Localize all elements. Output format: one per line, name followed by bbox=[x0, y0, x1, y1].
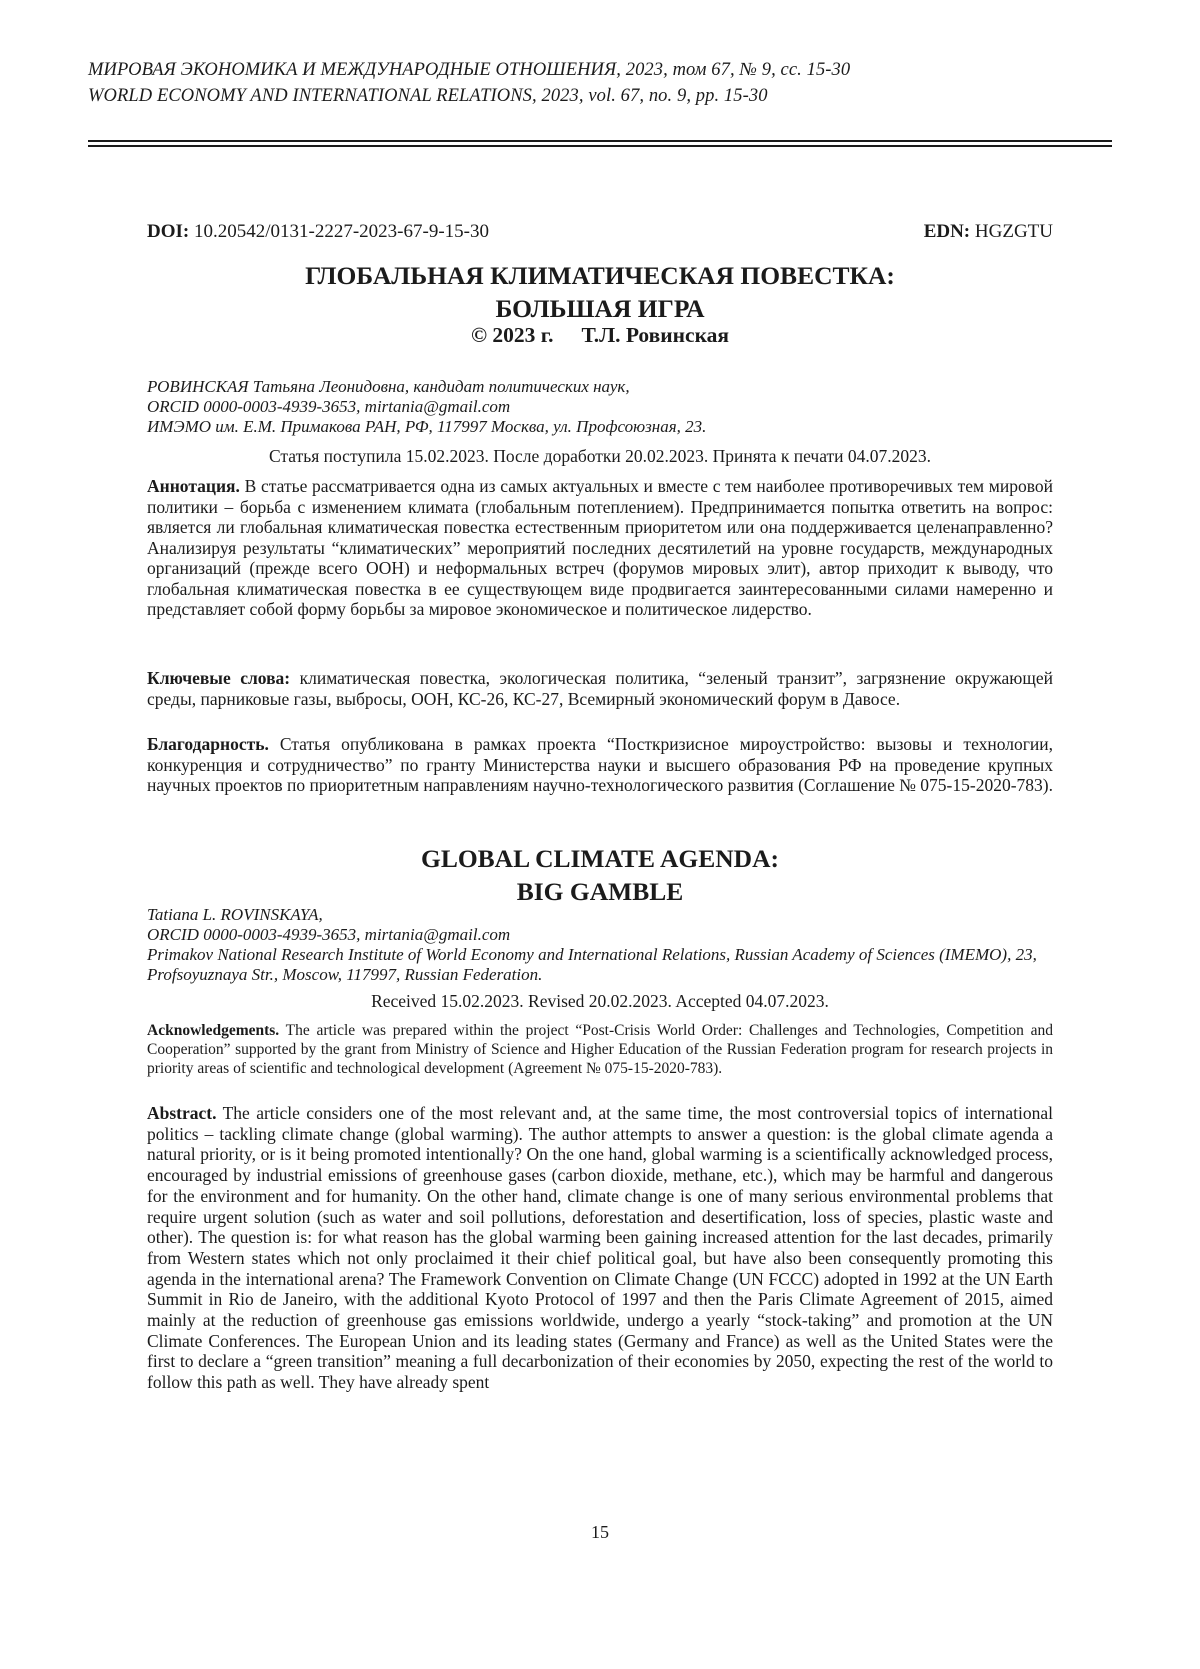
identifier-row bbox=[147, 221, 1053, 243]
article-title-ru: ГЛОБАЛЬНАЯ КЛИМАТИЧЕСКАЯ ПОВЕСТКА: БОЛЬШАЯ ИГРА bbox=[305, 261, 895, 323]
abstract-en: Abstract. The article considers one of the most relevant and, at the same time, the most controversial topics of international politics – tackling climate change (global warming). The author attempts to answer a question: is the global climate agenda a natural priority, or is it being promoted intentionally? On the one hand, global warming is a scientifically acknowledged process, encouraged by industrial emissions of greenhouse gases (carbon dioxide, methane, etc.), which may be harmful and dangerous for the environment and for humanity. On the other hand, climate change is one of many serious environmental problems that require urgent solution (such as water and soil pollutions, deforestation and desertification, loss of species, plastic waste and other). The question is: for what reason has the global warming been gaining increased attention for the last decades, primarily from Western states which not only proclaimed it their chief political goal, but have also been consequently promoting this agenda in the international arena? The Framework Convention on Climate Change (UN FCCC) adopted in 1992 at the UN Earth Summit in Rio de Janeiro, with the additional Kyoto Protocol of 1997 and then the Paris Climate Agreement of 2015, aimed mainly at the reduction of greenhouse gas emissions worldwide, undergo a yearly “stock-taking” and promotion at the UN Climate Conferences. The European Union and its leading states (Germany and France) as well as the United States were the first to declare a “green transition” meaning a full decarbonization of their economies by 2050, expecting the rest of the world to follow this path as well. They have already spent bbox=[147, 1103, 1054, 1393]
header-rule-top bbox=[88, 140, 1112, 142]
acknowledgement-en: Acknowledgements. The article was prepared within the project “Post-Crisis World Order: Challenges and Technologies, Competition and Cooperation” supported by the grant from Ministry of Science and Higher Education of the Russian Federation program for research projects in priority areas of scientific and technological development (Agreement № 075-15-2020-783). bbox=[147, 1022, 1053, 1077]
journal-title-en: WORLD ECONOMY AND INTERNATIONAL RELATIONS, 2023, vol. 67, no. 9, pp. 15-30 bbox=[88, 86, 768, 106]
article-title-en: GLOBAL CLIMATE AGENDA: BIG GAMBLE bbox=[421, 844, 779, 906]
journal-title-ru: МИРОВАЯ ЭКОНОМИКА И МЕЖДУНАРОДНЫЕ ОТНОШЕНИЯ, 2023, том 67, № 9, сс. 15-30 bbox=[88, 60, 851, 80]
copyright: © 2023 г. bbox=[470, 323, 554, 347]
orcid-email-ru[interactable]: ORCID 0000-0003-4939-3653, mirtania@gmail.com bbox=[147, 397, 511, 416]
article-dates-en: Received 15.02.2023. Revised 20.02.2023. Accepted 04.07.2023. bbox=[371, 991, 829, 1011]
orcid-email-en[interactable]: ORCID 0000-0003-4939-3653, mirtania@gmail.com bbox=[147, 925, 511, 944]
author-info-ru: РОВИНСКАЯ Татьяна Леонидовна, кандидат политических наук, ORCID 0000-0003-4939-3653, mirtania@gmail.com ИМЭМО им. Е.М. Примакова РАН, РФ, 117997 Москва, ул. Профсоюзная, 23. bbox=[147, 377, 1057, 437]
page-number: 15 bbox=[591, 1522, 609, 1542]
author-info-en: Tatiana L. ROVINSKAYA, ORCID 0000-0003-4939-3653, mirtania@gmail.com Primakov National Research Institute of World Economy and International Relations, Russian Academy of Sciences (IMEMO), 23, Profsoyuznaya Str., Moscow, 117997, Russian Federation. bbox=[147, 905, 1057, 985]
doi[interactable]: DOI: 10.20542/0131-2227-2023-67-9-15-30 bbox=[147, 221, 489, 242]
acknowledgement-ru: Благодарность. Статья опубликована в рамках проекта “Посткризисное мироустройство: вызовы и технологии, конкуренция и сотрудничество” по гранту Министерства науки и высшего образования РФ на проведение крупных научных проектов по приоритетным направлениям научно-технологического развития (Соглашение № 075-15-2020-783). bbox=[147, 734, 1054, 795]
byline bbox=[0, 323, 1200, 348]
annotation-ru: Аннотация. В статье рассматривается одна из самых актуальных и вместе с тем наиболее противоречивых тем мировой политики – борьба с изменением климата (глобальным потеплением). Предпринимается попытка ответить на вопрос: является ли глобальная климатическая повестка естественным приоритетом или она поддерживается целенаправленно? Анализируя результаты “климатических” мероприятий последних десятилетий на уровне государств, международных организаций (прежде всего ООН) и неформальных встреч (форумов мировых элит), автор приходит к выводу, что глобальная климатическая повестка в ее существующем виде продвигается заинтересованными силами намеренно и представляет собой форму борьбы за мировое экономическое и политическое лидерство. bbox=[147, 476, 1053, 619]
edn: EDN: HGZGTU bbox=[923, 221, 1053, 242]
article-dates-ru: Статья поступила 15.02.2023. После доработки 20.02.2023. Принята к печати 04.07.2023. bbox=[268, 446, 932, 466]
author-short: Т.Л. Ровинская bbox=[581, 323, 730, 347]
header-rule-bottom bbox=[88, 145, 1112, 147]
keywords-ru: Ключевые слова: климатическая повестка, экологическая политика, “зеленый транзит”, загрязнение окружающей среды, парниковые газы, выбросы, ООН, КС-26, КС-27, Всемирный экономический форум в Давосе. bbox=[147, 668, 1053, 709]
